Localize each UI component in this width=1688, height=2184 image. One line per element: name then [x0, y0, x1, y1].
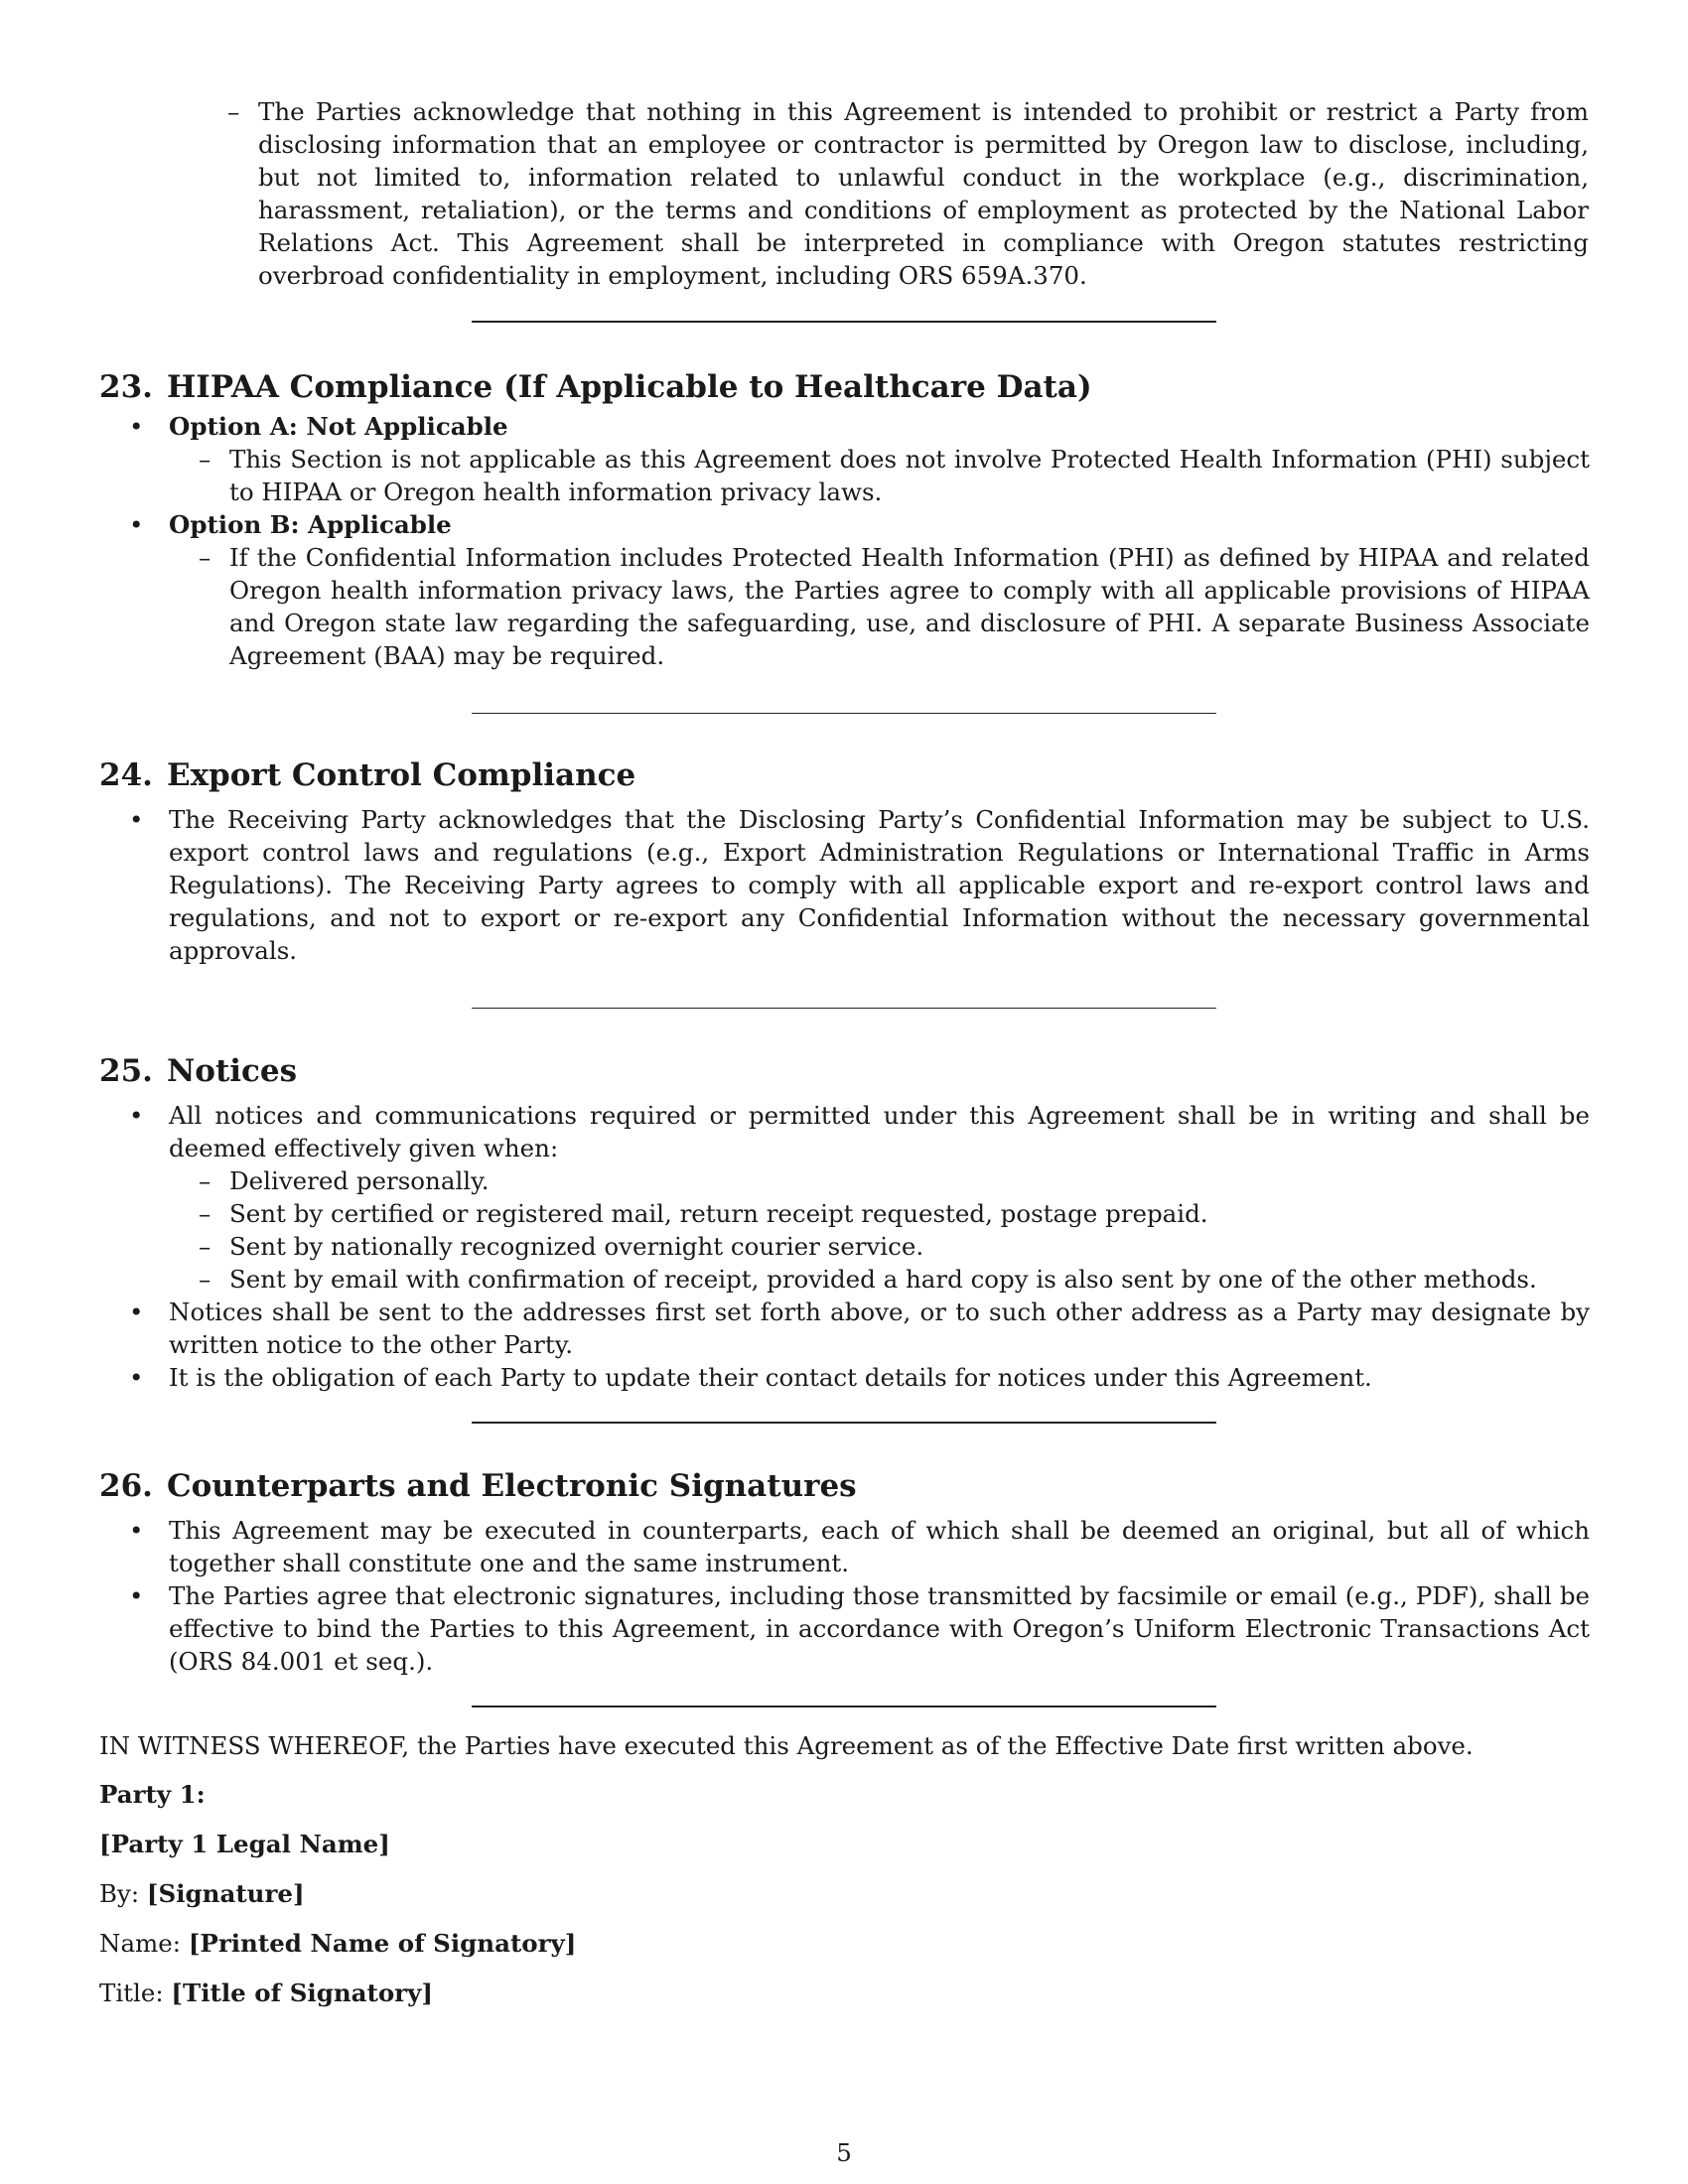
confidentiality-carveout-item	[227, 95, 1589, 292]
list-item: • The Receiving Party acknowledges that the Disclosing Party’s Confidential Information may be subject to U.S. export control laws and regulations (e.g., Export Administration Regulations or International Traffic in Arms Regulations). The Receiving Party agrees to comply with all applicable export and re-export control laws and regulations, and not to export or re-export any Confidential Information without the necessary governmental approvals.	[129, 803, 1590, 967]
witness-statement: IN WITNESS WHEREOF, the Parties have executed this Agreement as of the Effective Date first written above.	[99, 1731, 1474, 1760]
notice-intro-text: All notices and communications required or permitted under this Agreement shall be in writing and shall be deemed effectively given when:	[169, 1101, 1590, 1162]
party-legal-name-text: [Party 1 Legal Name]	[99, 1830, 390, 1858]
signatory-name-line	[99, 1927, 1589, 1960]
option-a-label: Option A: Not Applicable	[169, 412, 508, 441]
list-item: • This Agreement may be executed in counterparts, each of which shall be deemed an original, but all of which together shall constitute one and the same instrument.	[129, 1514, 1590, 1579]
signature-by-line	[99, 1877, 1589, 1910]
party-label	[99, 1778, 1589, 1811]
section-23-list	[129, 410, 1590, 672]
signatory-title-placeholder: [Title of Signatory]	[171, 1979, 433, 2007]
section-title: Counterparts and Electronic Signatures	[166, 1468, 857, 1504]
section-divider	[472, 713, 1216, 714]
notice-method-item: – Sent by certified or registered mail, return receipt requested, postage prepaid.	[169, 1197, 1590, 1230]
section-24-heading	[99, 755, 1589, 795]
section-title: Notices	[166, 1053, 298, 1089]
list-item	[129, 410, 1590, 508]
section-26-heading	[99, 1466, 1589, 1506]
list-item: • It is the obligation of each Party to update their contact details for notices under this Agreement.	[129, 1361, 1590, 1394]
option-b-text: – If the Confidential Information includes Protected Health Information (PHI) as defined by HIPAA and related Oregon health information privacy laws, the Parties agree to comply with all applicable provisions of HIPAA and Oregon state law regarding the safeguarding, use, and disclosure of PHI. A separate Business Associate Agreement (BAA) may be required.	[169, 541, 1590, 672]
notice-methods-sublist	[169, 1164, 1590, 1296]
dash-marker: –	[227, 97, 240, 126]
notice-method-item: – Sent by nationally recognized overnight courier service.	[169, 1230, 1590, 1263]
section-divider	[472, 1422, 1216, 1424]
notice-method-item: – Delivered personally.	[169, 1164, 1590, 1197]
section-divider	[472, 1008, 1216, 1009]
list-item: • The Parties agree that electronic signatures, including those transmitted by facsimile or email (e.g., PDF), shall be effective to bind the Parties to this Agreement, in accordance with Oregon’s Uniform Electronic Transactions Act (ORS 84.001 et seq.).	[129, 1579, 1590, 1678]
party-label-text: Party 1:	[99, 1780, 206, 1809]
title-label: Title:	[99, 1979, 164, 2007]
section-title: HIPAA Compliance (If Applicable to Healthcare Data)	[166, 369, 1092, 405]
section-23-heading	[99, 367, 1589, 407]
list-item	[129, 1099, 1590, 1296]
by-label: By:	[99, 1879, 140, 1908]
section-title: Export Control Compliance	[166, 757, 636, 793]
list-item: • Notices shall be sent to the addresses first set forth above, or to such other address as a Party may designate by written notice to the other Party.	[129, 1296, 1590, 1361]
section-number: 26.	[99, 1468, 153, 1504]
section-25-heading	[99, 1051, 1589, 1091]
option-a-text: – This Section is not applicable as this Agreement does not involve Protected Health Information (PHI) subject to HIPAA or Oregon health information privacy laws.	[169, 443, 1590, 508]
signatory-title-line	[99, 1977, 1589, 2009]
section-number: 25.	[99, 1053, 153, 1089]
option-b-label: Option B: Applicable	[169, 510, 452, 539]
section-number: 24.	[99, 757, 153, 793]
name-label: Name:	[99, 1929, 182, 1958]
section-24-list	[129, 803, 1590, 967]
section-divider	[472, 1706, 1216, 1707]
signature-placeholder: [Signature]	[146, 1879, 305, 1908]
confidentiality-carveout-text: The Parties acknowledge that nothing in this Agreement is intended to prohibit or restrict a Party from disclosing information that an employee or contractor is permitted by Oregon law to disclose, including, but not limited to, information related to unlawful conduct in the workplace (e.g., discrimination, harassment, retaliation), or the terms and conditions of employment as protected by the National Labor Relations Act. This Agreement shall be interpreted in compliance with Oregon statutes restricting overbroad confidentiality in employment, including ORS 659A.370.	[258, 97, 1589, 290]
notice-method-item: – Sent by email with confirmation of receipt, provided a hard copy is also sent by one of the other methods.	[169, 1263, 1590, 1296]
party-legal-name	[99, 1828, 1589, 1860]
section-25-list	[129, 1099, 1590, 1394]
option-b-sublist	[169, 541, 1590, 672]
section-26-list	[129, 1514, 1590, 1678]
document-page	[99, 95, 1589, 2009]
section-number: 23.	[99, 369, 153, 405]
page-number: 5	[836, 2138, 852, 2167]
section-divider	[472, 321, 1216, 323]
signatory-name-placeholder: [Printed Name of Signatory]	[188, 1929, 577, 1958]
option-a-sublist	[169, 443, 1590, 508]
list-item	[129, 508, 1590, 672]
